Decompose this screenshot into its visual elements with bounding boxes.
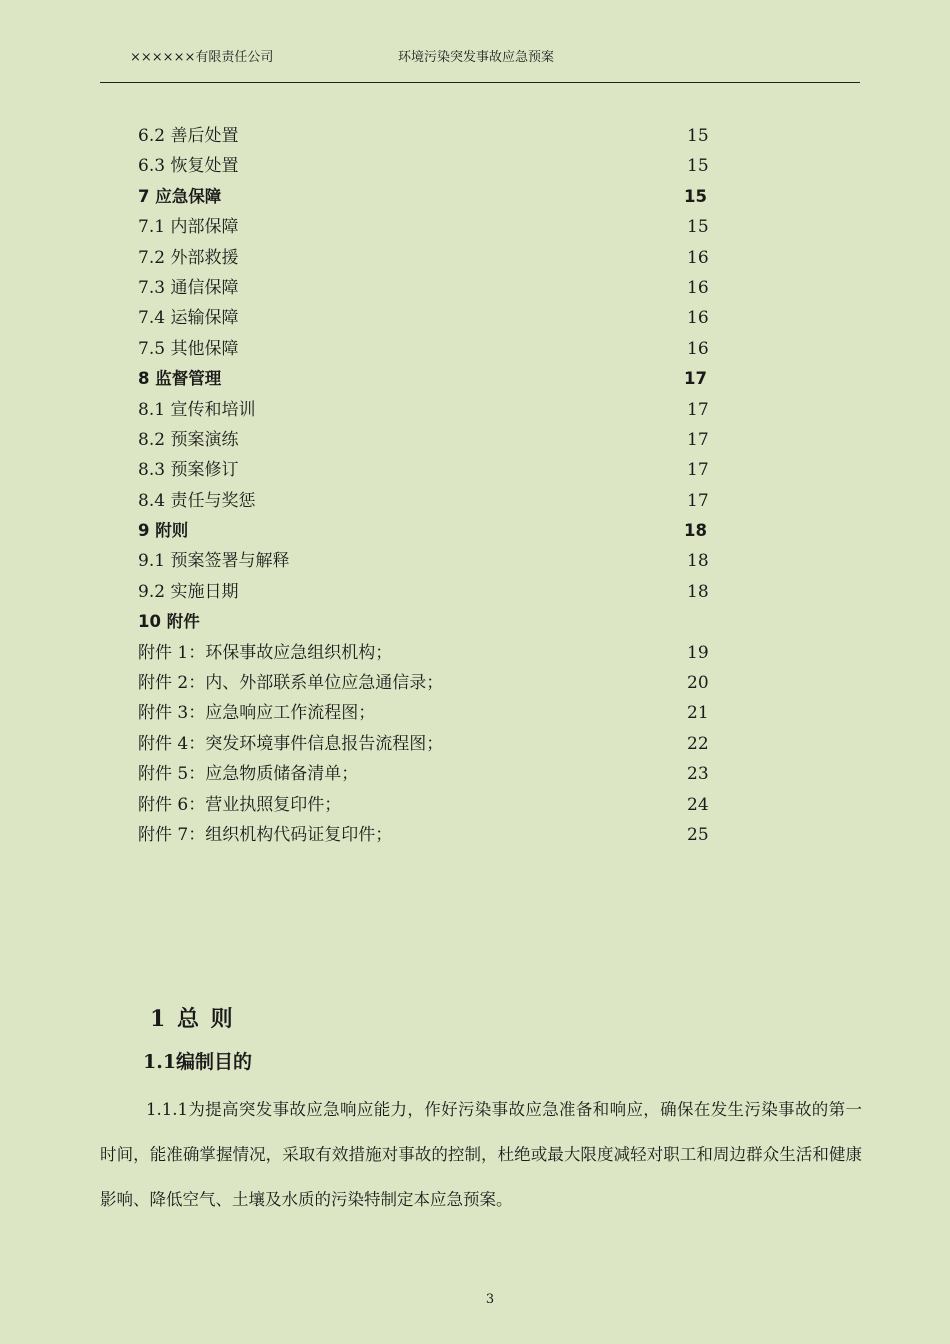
toc-entry[interactable] xyxy=(138,395,738,425)
toc-entry[interactable] xyxy=(138,151,738,181)
toc-entry[interactable] xyxy=(138,516,738,546)
toc-entry[interactable] xyxy=(138,668,738,698)
toc-entry-page: 16 xyxy=(687,338,709,359)
toc-entry-page: 24 xyxy=(687,794,709,815)
toc-entry-page: 18 xyxy=(687,581,709,602)
toc-entry-title: 8.4 责任与奖惩 xyxy=(138,490,256,511)
toc-entry-title: 附件 4：突发环境事件信息报告流程图； xyxy=(138,733,444,754)
toc-entry-page: 15 xyxy=(684,186,707,206)
toc-entry-page: 21 xyxy=(687,703,709,724)
toc-entry-title: 7 应急保障 xyxy=(138,186,222,206)
toc-entry-title: 7.4 运输保障 xyxy=(138,308,239,329)
toc-entry-page: 15 xyxy=(687,126,709,146)
company-name: ××××××有限责任公司 xyxy=(130,50,274,65)
toc-entry-title: 附件 3：应急响应工作流程图； xyxy=(138,703,376,724)
toc-entry-page: 15 xyxy=(687,156,709,177)
toc-entry[interactable] xyxy=(138,607,738,637)
page-header xyxy=(100,0,860,83)
toc-entry-page: 17 xyxy=(684,369,707,389)
toc-entry-page: 16 xyxy=(687,308,709,329)
toc-entry-title: 7.1 内部保障 xyxy=(138,217,239,238)
toc-entry-page: 23 xyxy=(687,764,709,785)
toc-entry-title: 9.1 预案签署与解释 xyxy=(138,551,290,572)
toc-entry[interactable] xyxy=(138,455,738,485)
toc-entry[interactable] xyxy=(138,334,738,364)
toc-entry-page: 18 xyxy=(687,551,709,572)
section-heading: 1 总 则 xyxy=(150,1006,235,1032)
toc-entry[interactable] xyxy=(138,273,738,303)
toc-entry-title: 8.2 预案演练 xyxy=(138,429,239,450)
toc-entry[interactable] xyxy=(138,698,738,728)
toc-entry[interactable] xyxy=(138,790,738,820)
toc-entry-title: 附件 2：内、外部联系单位应急通信录； xyxy=(138,673,444,694)
document-title: 环境污染突发事故应急预案 xyxy=(398,50,555,65)
toc-entry-page: 17 xyxy=(687,399,709,420)
toc-entry-page: 17 xyxy=(687,460,709,481)
toc-entry-page: 15 xyxy=(687,217,709,238)
toc-entry-title: 附件 6：营业执照复印件； xyxy=(138,794,342,815)
toc-entry-title: 9.2 实施日期 xyxy=(138,581,239,602)
toc-entry-title: 7.3 通信保障 xyxy=(138,277,239,298)
toc-entry-title: 8.3 预案修订 xyxy=(138,460,239,481)
toc-entry[interactable] xyxy=(138,121,738,151)
page-number: 3 xyxy=(485,1292,495,1307)
toc-entry-page: 22 xyxy=(687,733,709,754)
toc-entry[interactable] xyxy=(138,486,738,516)
toc-entry[interactable] xyxy=(138,638,738,668)
toc-entry-page: 17 xyxy=(687,490,709,511)
toc-entry-page: 25 xyxy=(687,824,709,845)
toc-entry-page: 19 xyxy=(687,642,709,663)
toc-entry-page: 16 xyxy=(687,277,709,298)
toc-entry-title: 8.1 宣传和培训 xyxy=(138,399,256,420)
toc-entry-page: 17 xyxy=(687,429,709,450)
toc-entry[interactable] xyxy=(138,212,738,242)
toc-entry-title: 8 监督管理 xyxy=(138,369,222,389)
toc-entry-title: 9 附则 xyxy=(138,521,189,541)
toc-entry[interactable] xyxy=(138,243,738,273)
toc-entry[interactable] xyxy=(138,303,738,333)
toc-entry[interactable] xyxy=(138,729,738,759)
toc-entry[interactable] xyxy=(138,182,738,212)
toc-entry-page: 18 xyxy=(684,521,707,541)
toc-entry[interactable] xyxy=(138,820,738,850)
toc-entry-title: 7.2 外部救援 xyxy=(138,247,239,268)
toc-entry-title: 附件 5：应急物质储备清单； xyxy=(138,764,359,785)
toc-entry[interactable] xyxy=(138,364,738,394)
toc-entry-page: 16 xyxy=(687,247,709,268)
toc-entry-title: 10 附件 xyxy=(138,612,200,632)
toc-entry-page: 20 xyxy=(687,673,709,694)
toc-entry-title: 附件 7：组织机构代码证复印件； xyxy=(138,824,393,845)
toc-entry-title: 7.5 其他保障 xyxy=(138,338,239,359)
toc-entry[interactable] xyxy=(138,425,738,455)
toc-entry-title: 6.3 恢复处置 xyxy=(138,156,239,177)
toc-entry[interactable] xyxy=(138,546,738,576)
toc-entry[interactable] xyxy=(138,759,738,789)
toc-entry[interactable] xyxy=(138,577,738,607)
table-of-contents xyxy=(138,121,738,850)
body-paragraph: 1.1.1为提高突发事故应急响应能力，作好污染事故应急准备和响应，确保在发生污染事故的第一时间，能准确掌握情况，采取有效措施对事故的控制，杜绝或最大限度减轻对职工和周边群众生活和健康影响、降低空气、土壤及水质的污染特制定本应急预案。 xyxy=(100,1100,862,1209)
toc-entry-title: 附件 1：环保事故应急组织机构； xyxy=(138,642,393,663)
toc-entry-title: 6.2 善后处置 xyxy=(138,126,239,146)
subsection-heading: 1.1编制目的 xyxy=(143,1051,253,1073)
